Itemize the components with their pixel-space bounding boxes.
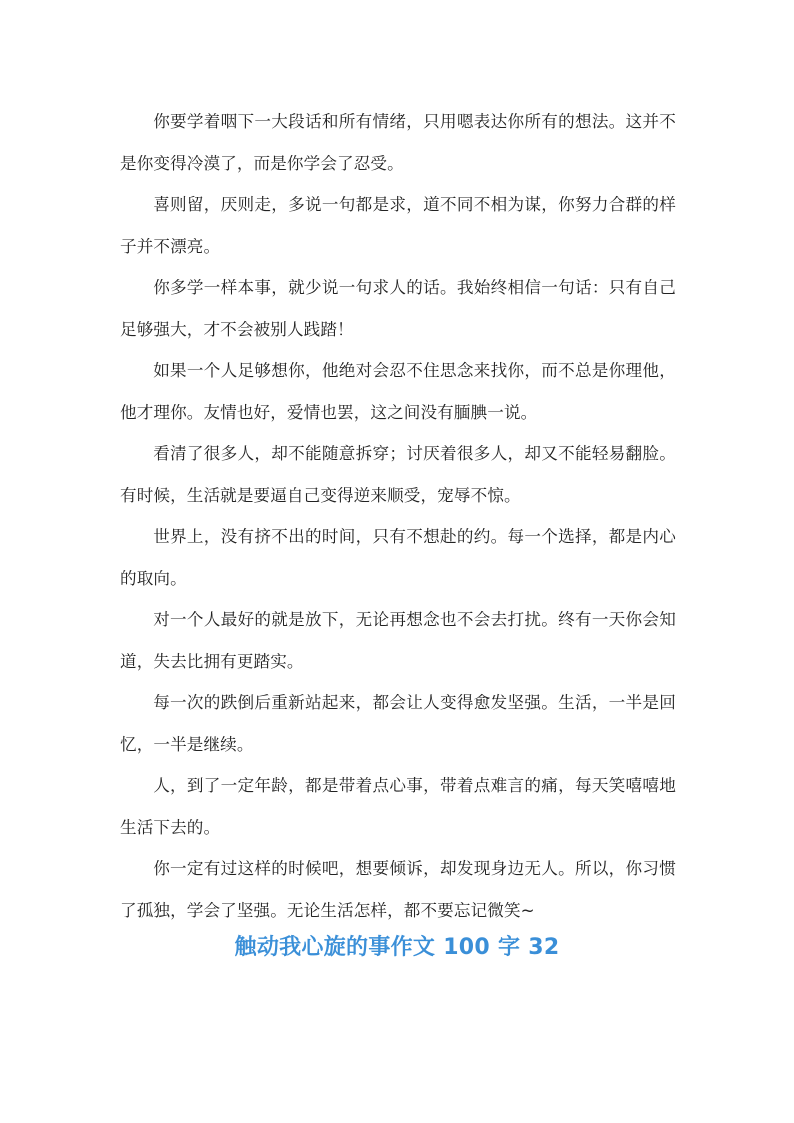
paragraph: 你要学着咽下一大段话和所有情绪，只用嗯表达你所有的想法。这并不是你变得冷漠了，而是你学会了忍受。 (120, 112, 676, 173)
paragraph: 世界上，没有挤不出的时间，只有不想赴的约。每一个选择，都是内心的取向。 (120, 527, 676, 588)
section-heading: 触动我心旋的事作文 100 字 32 (234, 935, 560, 960)
paragraph: 你多学一样本事，就少说一句求人的话。我始终相信一句话：只有自己足够强大，才不会被别人践踏！ (120, 278, 676, 339)
paragraph: 人，到了一定年龄，都是带着点心事，带着点难言的痛，每天笑嘻嘻地生活下去的。 (120, 776, 676, 837)
paragraph: 喜则留，厌则走，多说一句都是求，道不同不相为谋，你努力合群的样子并不漂亮。 (120, 195, 676, 256)
paragraph: 看清了很多人，却不能随意拆穿；讨厌着很多人，却又不能轻易翻脸。有时候，生活就是要逼自己变得逆来顺受，宠辱不惊。 (120, 444, 676, 505)
paragraph: 每一次的跌倒后重新站起来，都会让人变得愈发坚强。生活，一半是回忆，一半是继续。 (120, 693, 676, 754)
paragraph: 对一个人最好的就是放下，无论再想念也不会去打扰。终有一天你会知道，失去比拥有更踏实。 (120, 610, 676, 671)
article-body (120, 101, 676, 931)
paragraph: 你一定有过这样的时候吧，想要倾诉，却发现身边无人。所以，你习惯了孤独，学会了坚强。无论生活怎样，都不要忘记微笑~ (120, 859, 676, 920)
paragraph: 如果一个人足够想你，他绝对会忍不住思念来找你，而不总是你理他，他才理你。友情也好，爱情也罢，这之间没有腼腆一说。 (120, 361, 676, 422)
